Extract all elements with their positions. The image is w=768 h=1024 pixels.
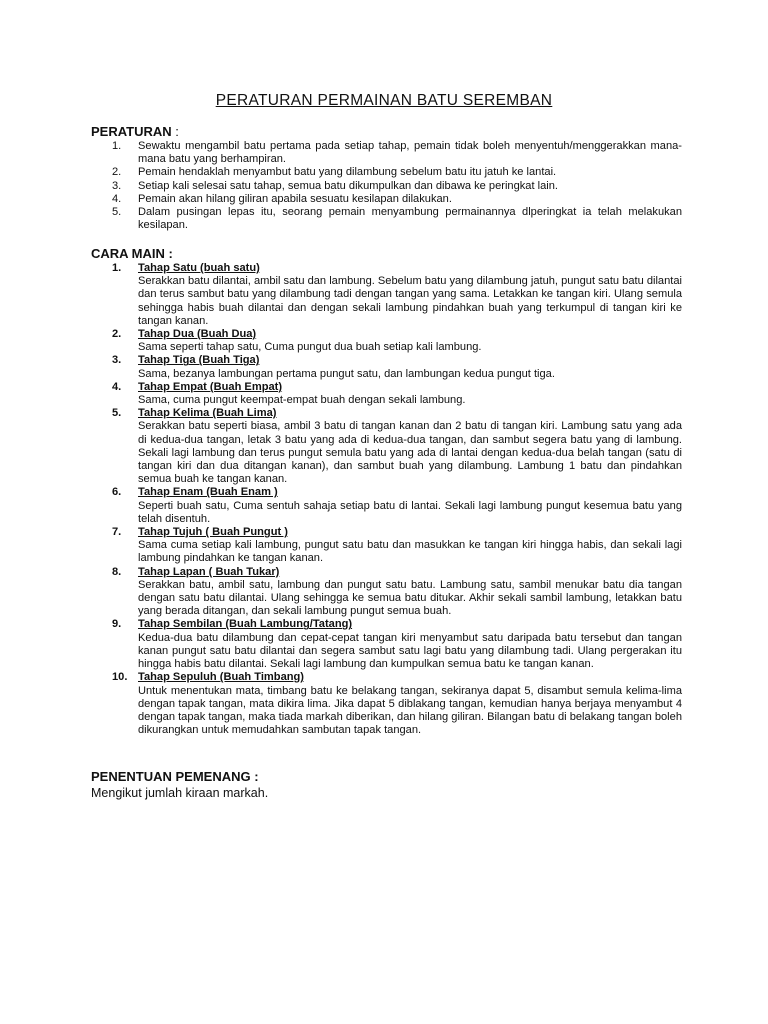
- step-description: Seperti buah satu, Cuma sentuh sahaja setiap batu di lantai. Sekali lagi lambung pungut kesemua batu yang telah disentuh.: [138, 499, 682, 525]
- step-item: [112, 407, 682, 486]
- step-description: Kedua-dua batu dilambung dan cepat-cepat tangan kiri menyambut satu daripada batu tersebut dan tangan kanan pungut satu batu dilantai dan segera sambut satu lagi batu yang dilambung tadi. Ulang pergerakan itu hingga habis batu dilantai. Sekali lagi lambung dan kumpulkan semua batu ke tangan kanan.: [138, 631, 682, 671]
- step-body: [138, 381, 682, 407]
- rule-number: 3.: [112, 179, 122, 192]
- step-number: 3.: [112, 354, 122, 367]
- step-item: [112, 486, 682, 526]
- step-description: Sama, bezanya lambungan pertama pungut satu, dan lambungan kedua pungut tiga.: [138, 367, 555, 380]
- step-item: [112, 328, 682, 354]
- step-description: Sama seperti tahap satu, Cuma pungut dua buah setiap kali lambung.: [138, 341, 482, 354]
- rules-list: [112, 140, 682, 232]
- step-description: Serakkan batu dilantai, ambil satu dan lambung. Sebelum batu yang dilambung jatuh, pungut satu batu dilantai dan terus sambut batu yang dilambung tadi dengan tangan yang sama. Letakkan ke tangan kiri. Ulang semula sehingga habis buah dilantai dan dengan sekali lambung pindahkan buah yang terkumpul di tangan kiri ke tangan kanan.: [138, 275, 682, 327]
- rules-heading-label: PERATURAN: [91, 124, 172, 139]
- rule-text: Setiap kali selesai satu tahap, semua batu dikumpulkan dan dibawa ke peringkat lain.: [138, 179, 558, 192]
- document-title: PERATURAN PERMAINAN BATU SEREMBAN: [215, 92, 553, 109]
- rule-text: Pemain hendaklah menyambut batu yang dilambung sebelum batu itu jatuh ke lantai.: [138, 166, 557, 179]
- step-heading: Tahap Lapan ( Buah Tukar): [138, 565, 280, 578]
- rule-number: 4.: [112, 192, 122, 205]
- step-item: [112, 618, 682, 671]
- play-heading: CARA MAIN :: [91, 246, 173, 261]
- step-heading: Tahap Sepuluh (Buah Timbang): [138, 671, 304, 684]
- rule-number: 1.: [112, 140, 122, 152]
- rules-heading-colon: :: [171, 124, 179, 139]
- step-number: 1.: [112, 262, 122, 274]
- step-heading: Tahap Empat (Buah Empat): [138, 380, 283, 393]
- step-number: 9.: [112, 618, 122, 631]
- step-number: 5.: [112, 407, 122, 420]
- step-item: [112, 262, 682, 328]
- step-item: [112, 381, 682, 407]
- rule-text: Dalam pusingan lepas itu, seorang pemain menyambung permainannya dlperingkat ia telah melakukan kesilapan.: [138, 206, 682, 232]
- rule-number: 2.: [112, 166, 122, 179]
- step-body: [138, 526, 682, 566]
- steps-list: [112, 262, 682, 737]
- step-number: 6.: [112, 486, 122, 499]
- step-heading: Tahap Satu (buah satu): [138, 262, 260, 274]
- rule-number: 5.: [112, 206, 122, 219]
- step-number: 2.: [112, 328, 122, 341]
- step-heading: Tahap Sembilan (Buah Lambung/Tatang): [138, 618, 353, 631]
- step-body: [138, 354, 682, 380]
- step-number: 7.: [112, 526, 122, 539]
- step-description: Serakkan batu, ambil satu, lambung dan pungut satu batu. Lambung satu, sambil menukar batu dia tangan dengan satu batu dilantai. Ulang sehingga ke semua batu ditukar. Akhir sekali sambil lambung, letakkan batu yang berada ditangan, dan sekali lambung pungut semua buah.: [138, 578, 682, 618]
- step-number: 10.: [112, 671, 128, 684]
- step-body: [138, 566, 682, 619]
- step-description: Serakkan batu seperti biasa, ambil 3 batu di tangan kanan dan 2 batu di tangan kiri. Lambung satu yang ada di kedua-dua tangan, letak 3 batu yang ada di kedua-dua tangan, dan sambut segera batu yang di lambung. Sekali lagi lambung dan terus pungut semula batu yang ada di lantai dengan kedua-dua belah tangan (satu di tangan kiri dan dua ditangan kanan), dan sambut buah yang dilambung. Lambung 1 batu dan pindahkan semua buah ke tangan kanan.: [138, 420, 682, 486]
- step-heading: Tahap Tiga (Buah Tiga): [138, 354, 260, 367]
- winner-heading: PENENTUAN PEMENANG :: [91, 769, 259, 784]
- step-item: [112, 526, 682, 566]
- step-description: Sama cuma setiap kali lambung, pungut satu batu dan masukkan ke tangan kiri hingga habis, dan sekali lagi lambung pindahkan ke tangan kanan.: [138, 539, 682, 565]
- step-body: [138, 618, 682, 671]
- step-item: [112, 566, 682, 619]
- step-body: [138, 328, 682, 354]
- rule-item: [112, 140, 682, 166]
- winner-text: Mengikut jumlah kiraan markah.: [91, 786, 269, 800]
- step-item: [112, 354, 682, 380]
- rules-heading: [91, 124, 179, 139]
- step-description: Sama, cuma pungut keempat-empat buah dengan sekali lambung.: [138, 394, 466, 407]
- rule-text: Pemain akan hilang giliran apabila sesuatu kesilapan dilakukan.: [138, 192, 452, 205]
- step-description: Untuk menentukan mata, timbang batu ke belakang tangan, sekiranya dapat 5, disambut semula kelima-lima dengan tapak tangan, mata dikira lima. Jika dapat 5 diblakang tangan, kemudian hanya berjaya menyambut 4 dengan tapak tangan, maka tiada markah diberikan, dan hilang giliran. Bilangan batu di belakang tangan boleh dikurangkan untuk memudahkan sambutan tapak tangan.: [138, 684, 682, 737]
- step-heading: Tahap Tujuh ( Buah Pungut ): [138, 526, 288, 539]
- step-body: [138, 671, 682, 737]
- rule-item: [112, 193, 682, 206]
- step-heading: Tahap Enam (Buah Enam ): [138, 486, 278, 499]
- step-item: [112, 671, 682, 737]
- rule-item: [112, 166, 682, 179]
- step-heading: Tahap Dua (Buah Dua): [138, 328, 257, 341]
- step-body: [138, 486, 682, 526]
- step-number: 4.: [112, 380, 122, 393]
- rule-item: [112, 180, 682, 193]
- step-heading: Tahap Kelima (Buah Lima): [138, 407, 277, 420]
- step-body: [138, 262, 682, 328]
- step-body: [138, 407, 682, 486]
- rule-text: Sewaktu mengambil batu pertama pada setiap tahap, pemain tidak boleh menyentuh/menggerakkan mana-mana batu yang berhampiran.: [138, 140, 682, 166]
- step-number: 8.: [112, 565, 122, 578]
- rule-item: [112, 206, 682, 232]
